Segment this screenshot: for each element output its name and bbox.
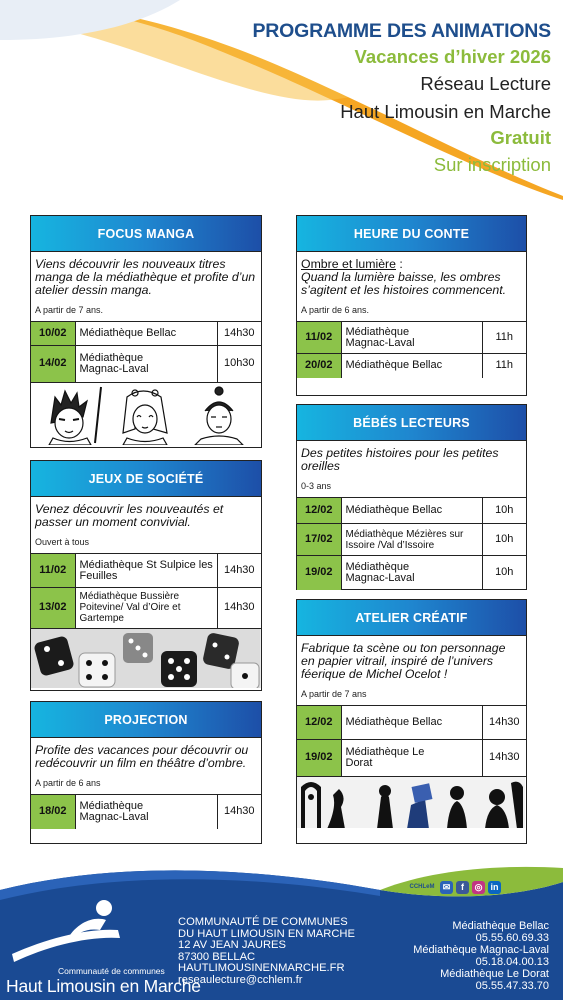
session-date: 20/02 [297,354,341,378]
card-age: 0-3 ans [301,481,332,491]
card-age: A partir de 7 ans [301,689,367,699]
card-age: A partir de 6 ans [35,778,101,788]
logo-figure-icon [8,898,148,968]
session-time: 14h30 [217,322,261,346]
linkedin-icon[interactable]: in [488,881,501,894]
schedule-table [297,497,526,590]
session-time: 14h30 [217,588,261,628]
address-line: COMMUNAUTÉ DE COMMUNES [178,916,348,928]
card-description: Profite des vacances pour découvrir ou redécouvrir un film en théâtre d’ombre. [35,743,249,770]
card-title: PROJECTION [31,702,261,738]
shadow-theatre-illustration [297,776,526,828]
card-creative-workshop [296,599,527,844]
schedule-table [31,553,261,628]
table-row [297,354,526,378]
session-date: 14/02 [31,346,75,382]
session-time: 14h30 [482,706,526,740]
session-place: Médiathèque Bellac [341,706,482,740]
registration-label: Sur inscription [433,154,551,175]
table-row [31,588,261,628]
card-story-time [296,215,527,396]
session-time: 10h [482,498,526,524]
contact-phone[interactable]: 05.55.47.33.70 [475,980,549,992]
session-date: 18/02 [31,795,75,829]
session-time: 11h [482,322,526,354]
contact-name: Médiathèque Magnac-Laval [413,944,549,956]
card-description [297,252,526,297]
address-line: 87300 BELLAC [178,950,256,963]
schedule-table [297,321,526,378]
session-date: 13/02 [31,588,75,628]
social-bar [403,874,515,900]
contact-phone[interactable]: 05.18.04.00.13 [475,956,549,968]
card-projection [30,701,262,844]
header-text [171,18,551,180]
schedule-table [31,321,261,382]
contact-name: Médiathèque Le Dorat [440,968,549,980]
card-description: Fabrique ta scène ou ton personnage en papier vitrail, inspiré de l’univers féerique de Michel Ocelot ! [301,641,506,681]
table-row [297,524,526,556]
network-name-line2: Haut Limousin en Marche [340,101,551,122]
card-title: FOCUS MANGA [31,216,261,252]
card-board-games [30,460,262,691]
session-time: 10h [482,556,526,590]
schedule-table [297,705,526,776]
card-age: A partir de 6 ans. [301,305,370,315]
address-line: 12 AV JEAN JAURES [178,939,286,951]
session-date: 11/02 [297,322,341,354]
session-place: Médiathèque Magnac-Laval [341,556,482,590]
logo-big-text: Haut Limousin en Marche [6,976,201,996]
network-name-line1: Réseau Lecture [420,73,551,94]
card-age: A partir de 7 ans. [35,305,104,315]
story-text: Quand la lumière baisse, les ombres s’agitent et les histoires commencent. [301,270,507,297]
session-time: 10h [482,524,526,556]
page-title: PROGRAMME DES ANIMATIONS [252,20,551,42]
manga-characters-illustration [31,382,261,446]
table-row [297,498,526,524]
session-place: Médiathèque Mézières sur Issoire /Val d’Issoire [341,524,482,556]
table-row [297,556,526,590]
session-date: 17/02 [297,524,341,556]
session-place: Médiathèque Bussière Poitevine/ Val d’Oire et Gartempe [75,588,217,628]
logo-small-text: Communauté de communes [58,966,165,976]
session-date: 19/02 [297,740,341,776]
card-description: Des petites histoires pour les petites oreilles [301,446,499,473]
table-row [31,322,261,346]
session-place: Médiathèque Bellac [341,498,482,524]
facebook-icon[interactable]: f [456,881,469,894]
organisation-logo [6,966,201,997]
dice-illustration [31,628,261,688]
session-place: Médiathèque Bellac [75,322,217,346]
card-description: Venez découvrir les nouveautés et passer un moment convivial. [35,502,224,529]
email-link[interactable]: reseaulecture@cchlem.fr [178,973,303,986]
table-row [31,795,261,829]
schedule-table [31,794,261,829]
table-row [297,322,526,354]
card-focus-manga [30,215,262,448]
session-place: Médiathèque Magnac-Laval [75,795,217,829]
contact-name: Médiathèque Bellac [452,920,549,932]
session-date: 10/02 [31,322,75,346]
session-date: 12/02 [297,498,341,524]
session-place: Médiathèque St Sulpice les Feuilles [75,554,217,588]
contacts-block [349,920,549,992]
session-place: Médiathèque Bellac [341,354,482,378]
website-link[interactable]: HAUTLIMOUSINENMARCHE.FR [178,962,345,974]
table-row [31,346,261,382]
page-subtitle: Vacances d’hiver 2026 [354,46,551,67]
card-title: BÉBÉS LECTEURS [297,405,526,441]
session-place: Médiathèque Le Dorat [341,740,482,776]
card-title: JEUX DE SOCIÉTÉ [31,461,261,497]
table-row [31,554,261,588]
session-place: Médiathèque Magnac-Laval [75,346,217,382]
free-label: Gratuit [490,127,551,148]
table-row [297,740,526,776]
session-time: 14h30 [217,554,261,588]
session-time: 14h30 [482,740,526,776]
session-place: Médiathèque Magnac-Laval [341,322,482,354]
table-row [297,706,526,740]
session-time: 14h30 [217,795,261,829]
card-title: HEURE DU CONTE [297,216,526,252]
card-baby-readers [296,404,527,590]
instagram-icon[interactable]: ◎ [472,881,485,894]
network-icon[interactable]: ✉ [440,881,453,894]
session-time: 10h30 [217,346,261,382]
story-title-colon: : [396,257,403,271]
session-date: 19/02 [297,556,341,590]
card-title: ATELIER CRÉATIF [297,600,526,636]
contact-phone[interactable]: 05.55.60.69.33 [475,932,549,944]
address-block [178,917,378,986]
session-date: 12/02 [297,706,341,740]
session-date: 11/02 [31,554,75,588]
card-age: Ouvert à tous [35,537,90,547]
story-title: Ombre et lumière [301,257,396,271]
session-time: 11h [482,354,526,378]
card-description: Viens découvrir les nouveaux titres manga de la médiathèque et profite d’un atelier dessin manga. [35,257,256,297]
cchlem-tag: CCHLeM [409,883,435,890]
address-line: DU HAUT LIMOUSIN EN MARCHE [178,927,355,940]
